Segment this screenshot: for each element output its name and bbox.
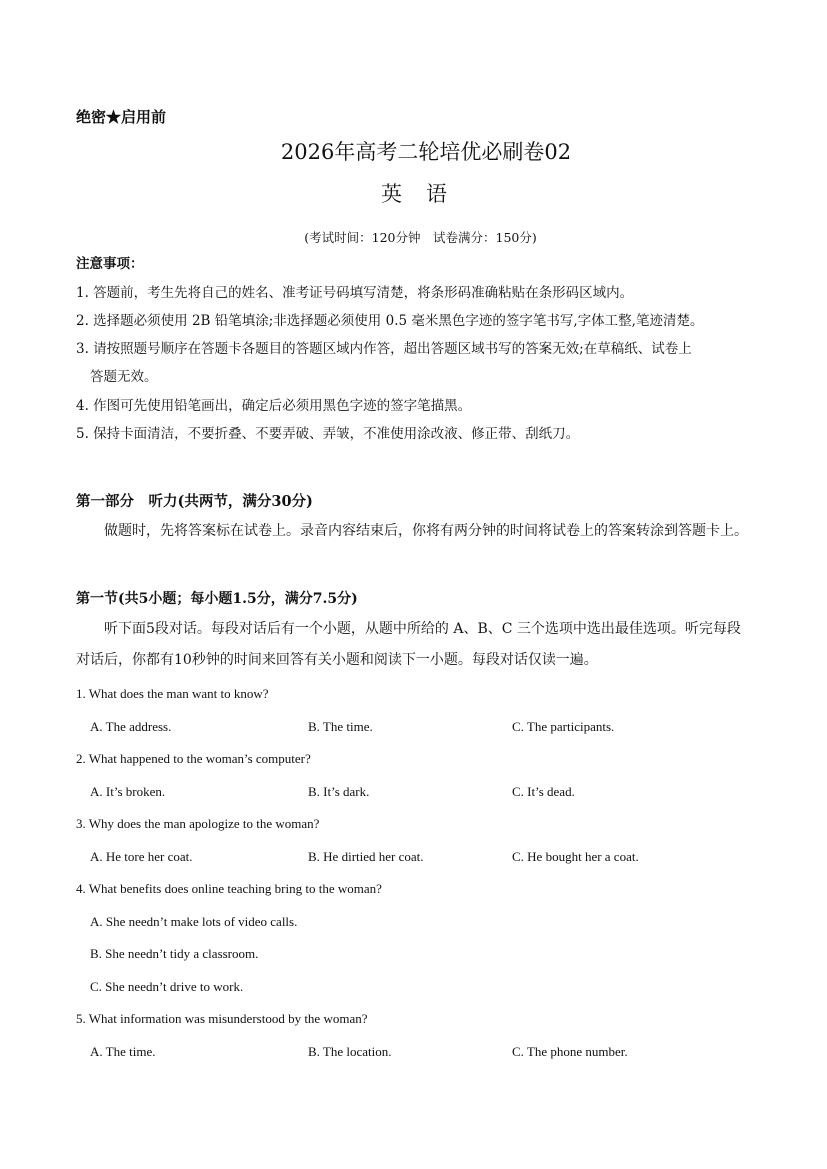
option-a: A. He tore her coat.	[90, 849, 193, 864]
notice-item: 2. 选择题必须使用 2B 铅笔填涂;非选择题必须使用 0.5 毫米黑色字迹的签字笔书写,字体工整,笔迹清楚。	[76, 313, 704, 329]
question-stem: 5. What information was misunderstood by the woman?	[76, 1011, 368, 1026]
notices-title: 注意事项：	[76, 256, 144, 272]
notice-item: 1. 答题前，考生先将自己的姓名、准考证号码填写清楚，将条形码准确粘贴在条形码区域内。	[76, 285, 634, 301]
option-a: A. The address.	[90, 719, 172, 734]
exam-title: 2026年高考二轮培优必刷卷02	[280, 140, 572, 164]
option-b: B. The time.	[308, 719, 373, 734]
question-stem: 2. What happened to the woman’s computer?	[76, 751, 311, 766]
subject-title: 英语	[381, 182, 471, 206]
part1-intro: 做题时，先将答案标在试卷上。录音内容结束后，你将有两分钟的时间将试卷上的答案转涂到答题卡上。	[104, 523, 748, 539]
option-a: A. It’s broken.	[90, 784, 166, 799]
option-b: B. The location.	[308, 1044, 392, 1059]
section1-intro: 听下面5段对话。每段对话后有一个小题，从题中所给的 A、B、C 三个选项中选出最佳选项。听完每段对话后，你都有10秒钟的时间来回答有关小题和阅读下一小题。每段对话仅读一遍。	[76, 621, 741, 668]
option-b: B. She needn’t tidy a classroom.	[90, 946, 259, 961]
exam-time-info: (考试时间：120分钟 试卷满分：150分)	[304, 230, 537, 245]
option-a: A. She needn’t make lots of video calls.	[90, 914, 298, 929]
option-c: C. He bought her a coat.	[512, 849, 639, 864]
option-c: C. It’s dead.	[512, 784, 575, 799]
notice-item: 4. 作图可先使用铅笔画出，确定后必须用黑色字迹的签字笔描黑。	[76, 398, 472, 414]
option-c: C. She needn’t drive to work.	[90, 979, 244, 994]
question-stem: 4. What benefits does online teaching bring to the woman?	[76, 881, 382, 896]
question-stem: 3. Why does the man apologize to the woman?	[76, 816, 320, 831]
option-a: A. The time.	[90, 1044, 156, 1059]
part1-title: 第一部分 听力(共两节，满分30分)	[76, 493, 313, 510]
option-b: B. It’s dark.	[308, 784, 370, 799]
option-c: C. The participants.	[512, 719, 615, 734]
notice-item: 3. 请按照题号顺序在答题卡各题目的答题区域内作答，超出答题区域书写的答案无效;在草稿纸、试卷上	[76, 341, 692, 357]
section1-title: 第一节(共5小题；每小题1.5分，满分7.5分)	[76, 591, 358, 607]
notice-item-continued: 答题无效。	[90, 369, 158, 385]
option-c: C. The phone number.	[512, 1044, 628, 1059]
option-b: B. He dirtied her coat.	[308, 849, 424, 864]
question-stem: 1. What does the man want to know?	[76, 686, 269, 701]
notice-item: 5. 保持卡面清洁，不要折叠、不要弄破、弄皱，不准使用涂改液、修正带、刮纸刀。	[76, 426, 580, 442]
confidential-label: 绝密★启用前	[76, 108, 167, 126]
